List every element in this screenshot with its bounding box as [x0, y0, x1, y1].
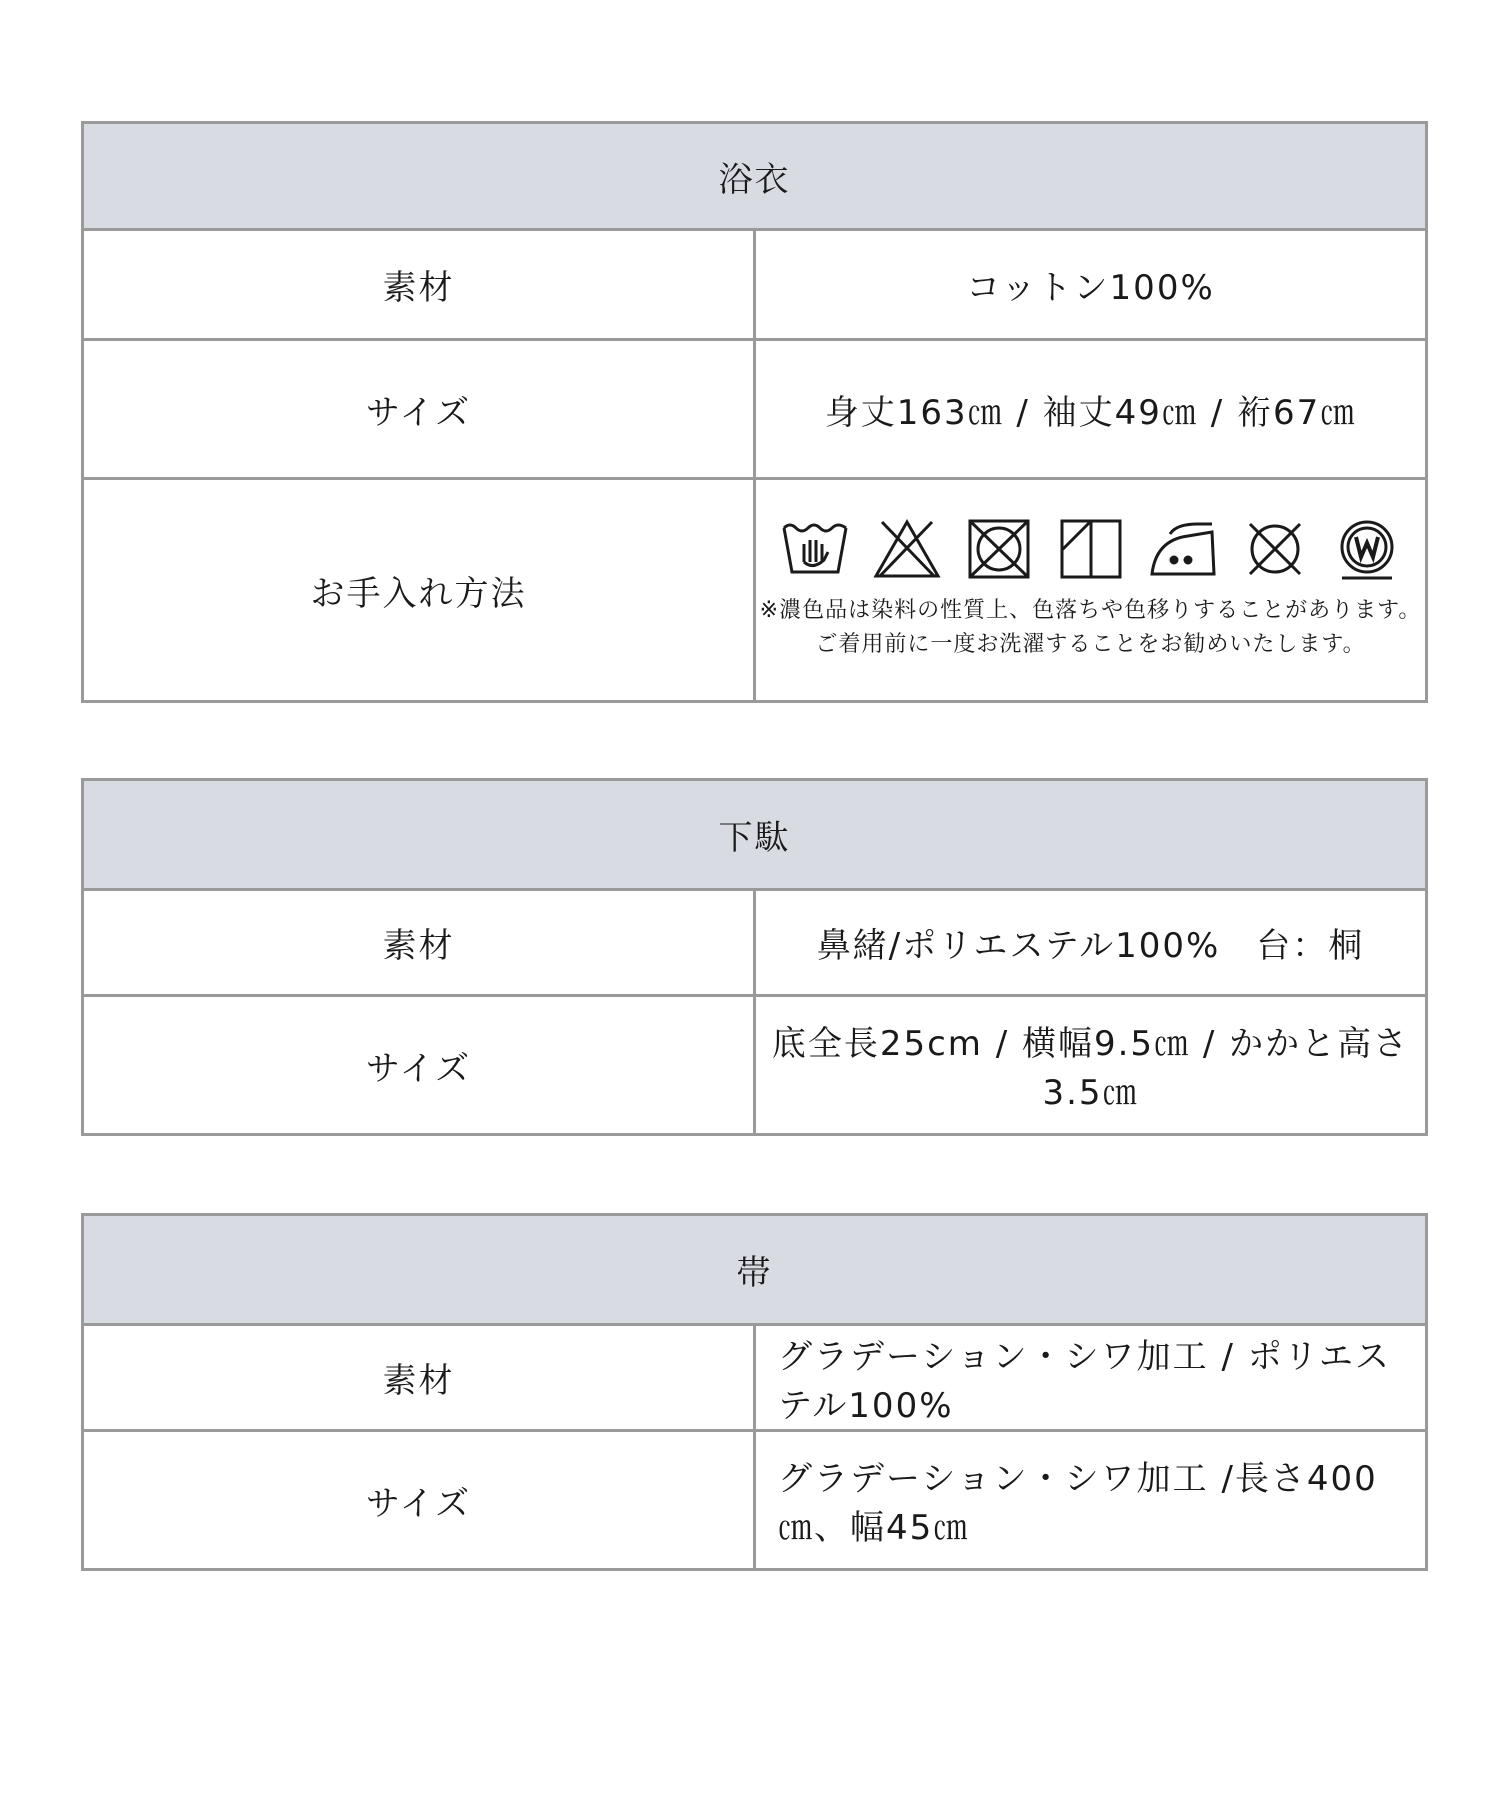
yukata-care-cell: [755, 479, 1427, 702]
yukata-size-label: サイズ: [83, 340, 755, 479]
no-tumble-dry-icon: [964, 518, 1034, 580]
yukata-material-label: 素材: [83, 230, 755, 340]
hand-wash-icon: [780, 518, 850, 580]
geta-size-label: サイズ: [83, 996, 755, 1135]
no-bleach-icon: [872, 518, 942, 580]
geta-size-value: 底全長25cm / 横幅9.5㎝ / かかと高さ3.5㎝: [755, 996, 1427, 1135]
yukata-size-value: 身丈163㎝ / 袖丈49㎝ / 裄67㎝: [755, 340, 1427, 479]
obi-material-label: 素材: [83, 1325, 755, 1431]
low-iron-icon: [1148, 518, 1218, 580]
geta-spec-table: [81, 778, 1428, 1136]
obi-size-label: サイズ: [83, 1431, 755, 1570]
care-note-2: ご着用前に一度お洗濯することをお勧めいたします。: [815, 632, 1366, 657]
care-icons: [756, 518, 1425, 580]
yukata-material-value: コットン100%: [755, 230, 1427, 340]
obi-spec-table: [81, 1213, 1428, 1571]
obi-material-value: グラデーション・シワ加工 / ポリエステル100%: [755, 1325, 1427, 1431]
yukata-care-label: お手入れ方法: [83, 479, 755, 702]
care-note-1: ※濃色品は染料の性質上、色落ちや色移りすることがあります。: [759, 598, 1422, 623]
line-dry-icon: [1056, 518, 1126, 580]
obi-title: 帯: [83, 1215, 1427, 1325]
obi-size-value: グラデーション・シワ加工 /長さ400㎝、幅45㎝: [755, 1431, 1427, 1570]
yukata-spec-table: [81, 121, 1428, 703]
wet-clean-icon: [1332, 518, 1402, 580]
no-dry-clean-icon: [1240, 518, 1310, 580]
yukata-title: 浴衣: [83, 123, 1427, 230]
geta-title: 下駄: [83, 780, 1427, 890]
geta-material-label: 素材: [83, 890, 755, 996]
geta-material-value: 鼻緒/ポリエステル100% 台：桐: [755, 890, 1427, 996]
